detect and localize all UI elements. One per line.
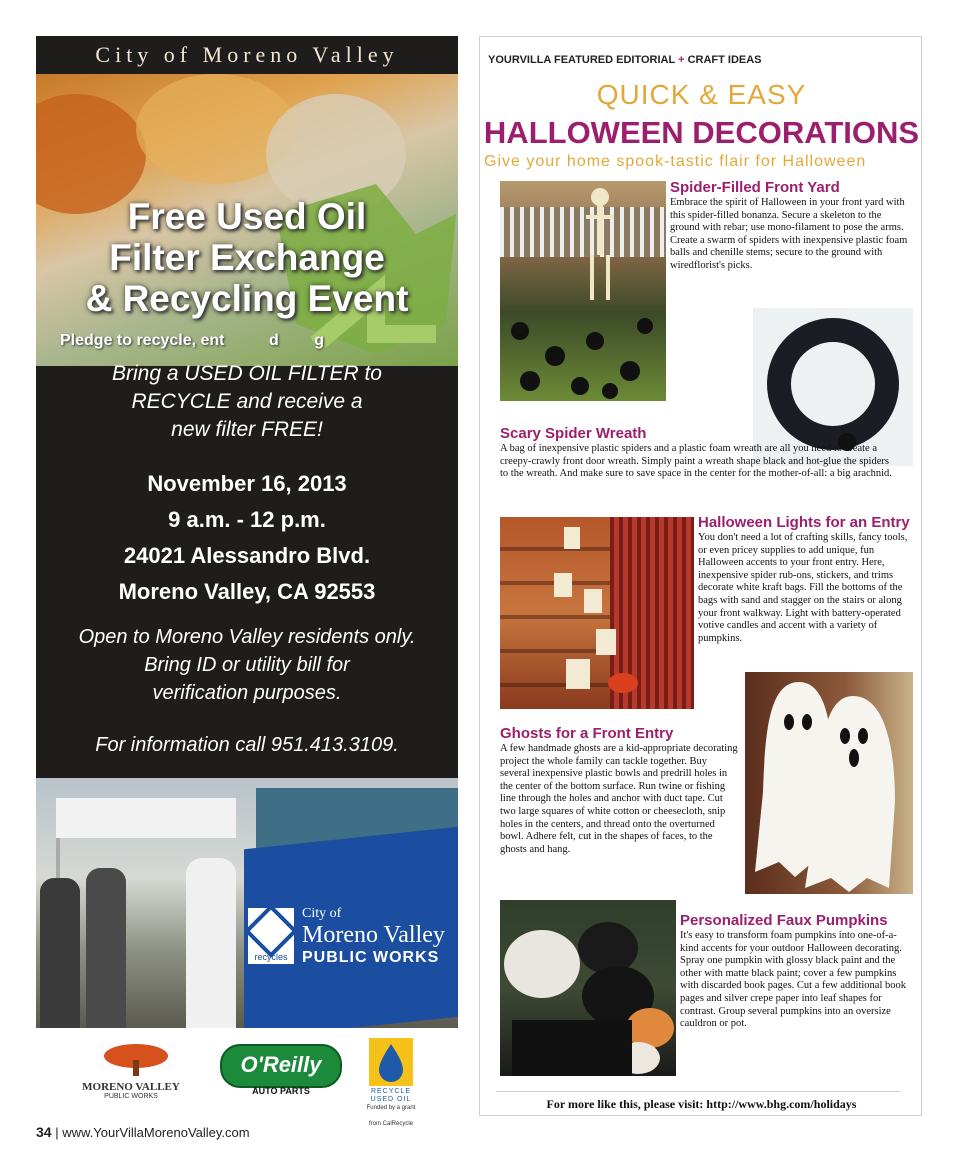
editorial-kicker (488, 54, 762, 66)
moreno-valley-logo (76, 1042, 186, 1100)
event-city: Moreno Valley, CA 92553 (118, 579, 376, 604)
section-body: You don't need a lot of crafting skills, fancy tools, or even pricey supplies to add unique, fun Halloween accents to your front entry. Here, inexpensive spider rub-ons, stickers, and trims decorate white kraft bags. Fill the bottoms of the bags with sand and stagger on the stairs or along your front walkway. Light with battery-operated votive candles and accent with a variety of pumpkins. (698, 532, 908, 644)
page-number: 34 (36, 1124, 52, 1140)
luminaria-bag (564, 527, 580, 549)
pumpkin (608, 673, 638, 693)
ghosts-photo (745, 672, 913, 894)
eligibility-line: Open to Moreno Valley residents only. (78, 626, 416, 648)
oreilly-subtext: AUTO PARTS (252, 1086, 310, 1096)
ghosts-icon (749, 672, 909, 894)
offer-line: RECYCLE and receive a (131, 390, 363, 413)
person-silhouette (40, 878, 80, 1028)
section-body: It's easy to transform foam pumpkins into one-of-a-kind accents for your outdoor Halloween decorating. Spray one pumpkin with glossy black paint and the other with matte black paint; cover a few pumpkins with discarded book pages. Cut a few additional book pages and silver crepe paper into leaf shapes for contrast. Group several pumpkins into an oversize cauldron or pot. (680, 930, 906, 1030)
footer-url[interactable]: www.YourVillaMorenoValley.com (62, 1125, 250, 1140)
section-heading: Scary Spider Wreath (500, 425, 647, 442)
more-info-link[interactable]: For more like this, please visit: http://www.bhg.com/holidays (546, 1097, 857, 1111)
oreilly-logo-text: O'Reilly (240, 1052, 322, 1077)
section-body: Embrace the spirit of Halloween in your front yard with this spider-filled bonanza. Secure a skeleton to the ground with rebar; use mono-filament to pose the arms. Create a swarm of spiders with inexpensive plastic foam balls and chenille stems; secure to the ground with wiredflorist's picks. (670, 197, 908, 271)
event-photo (36, 778, 458, 1028)
section-heading: Halloween Lights for an Entry (698, 514, 910, 531)
luminaria-bag (584, 589, 602, 613)
public-works-logo (248, 908, 294, 964)
editorial-page (479, 36, 922, 1116)
event-title-line: & Recycling Event (85, 278, 409, 319)
eligibility-line: Bring ID or utility bill for (144, 654, 350, 676)
kicker-plus: + (678, 54, 685, 66)
offer-line: Bring a USED OIL FILTER to (112, 362, 382, 385)
section-body: A bag of inexpensive plastic spiders and a plastic foam wreath are all you need to create a creepy-crawly front door wreath. Simply paint a wreath shape black and hot-glue the spiders to the wreath. And make sure to save space in the center for the mother-of-all: a big arachnid. (500, 443, 892, 480)
info-phone: For information call 951.413.3109. (95, 734, 399, 756)
banner-text (302, 906, 445, 967)
faux-pumpkins-photo (500, 900, 676, 1076)
footer-divider (496, 1091, 900, 1092)
recycle-used-oil-logo (369, 1038, 413, 1086)
page-title: HALLOWEEN DECORATIONS (483, 115, 920, 150)
kicker-left: YOURVILLA FEATURED EDITORIAL (488, 54, 676, 66)
canopy-tent (56, 798, 236, 838)
offer-text (36, 360, 458, 444)
eligibility-text (36, 623, 458, 707)
oreilly-logo (220, 1044, 342, 1088)
sponsor-logos (36, 1028, 458, 1116)
section-heading: Spider-Filled Front Yard (670, 179, 840, 196)
mv-logo-text: MORENO VALLEY (82, 1081, 180, 1093)
spiders-icon (500, 301, 666, 401)
event-details (36, 466, 458, 610)
city-name-header: City of Moreno Valley (36, 36, 458, 74)
section-heading: Personalized Faux Pumpkins (680, 912, 888, 929)
person-silhouette (86, 868, 126, 1028)
grant-text (356, 1105, 426, 1111)
pledge-text: Pledge to recycle, ent d g (60, 332, 325, 349)
quick-easy-heading: QUICK & EASY (596, 79, 807, 110)
recycle-logo-line: RECYCLE (370, 1088, 412, 1095)
section-heading: Ghosts for a Front Entry (500, 725, 674, 742)
person-silhouette (186, 858, 236, 1028)
banner-line: PUBLIC WORKS (302, 949, 440, 966)
hero-image (36, 74, 458, 366)
luminaria-bag (596, 629, 616, 655)
tagline: Give your home spook-tastic flair for Halloween (484, 153, 867, 170)
eligibility-line: verification purposes. (152, 682, 342, 704)
offer-line: new filter FREE! (171, 418, 323, 441)
grant-line: from CalRecycle (368, 1121, 413, 1127)
event-title (36, 196, 458, 319)
recycling-event-ad (36, 36, 458, 1116)
recycle-logo-line: USED OIL (370, 1096, 412, 1103)
pumpkins-icon (500, 900, 676, 1076)
event-date: November 16, 2013 (147, 471, 347, 496)
banner-line: Moreno Valley (302, 922, 445, 948)
event-time: 9 a.m. - 12 p.m. (168, 507, 326, 532)
event-address: 24021 Alessandro Blvd. (123, 543, 371, 568)
spider-yard-photo (500, 181, 666, 401)
skeleton-icon (580, 185, 620, 305)
recycles-label: recycles (254, 952, 288, 962)
halloween-lights-photo (500, 517, 694, 709)
luminaria-bag (554, 573, 572, 597)
kicker-right: CRAFT IDEAS (687, 54, 762, 66)
grant-line: Funded by a grant (366, 1105, 416, 1111)
page-footer (36, 1124, 250, 1140)
public-works-logo-icon (248, 908, 294, 964)
event-title-line: Free Used Oil (127, 196, 367, 237)
event-title-line: Filter Exchange (109, 237, 385, 278)
mv-logo-subtext: PUBLIC WORKS (104, 1093, 158, 1100)
oil-drop-icon (369, 1038, 413, 1086)
recycle-logo-text (358, 1088, 424, 1095)
section-body: A few handmade ghosts are a kid-appropriate decorating project the whole family can tackle together. Buy several inexpensive plastic bowls and predrill holes in the center of the bottom surface. Run twine or fishing line through the holes and anchor with duct tape. Cut two large squares of white cotton or cheesecloth, snip holes in the centers, and thread onto the overturned bowl. Adhere felt, cut in the shapes of faces, to the ghosts and hang. (500, 743, 738, 855)
footer-separator: | (55, 1125, 59, 1140)
luminaria-bag (566, 659, 590, 689)
tree-icon (76, 1042, 186, 1076)
wreath-icon (763, 314, 903, 460)
banner-line: City of (302, 906, 342, 921)
